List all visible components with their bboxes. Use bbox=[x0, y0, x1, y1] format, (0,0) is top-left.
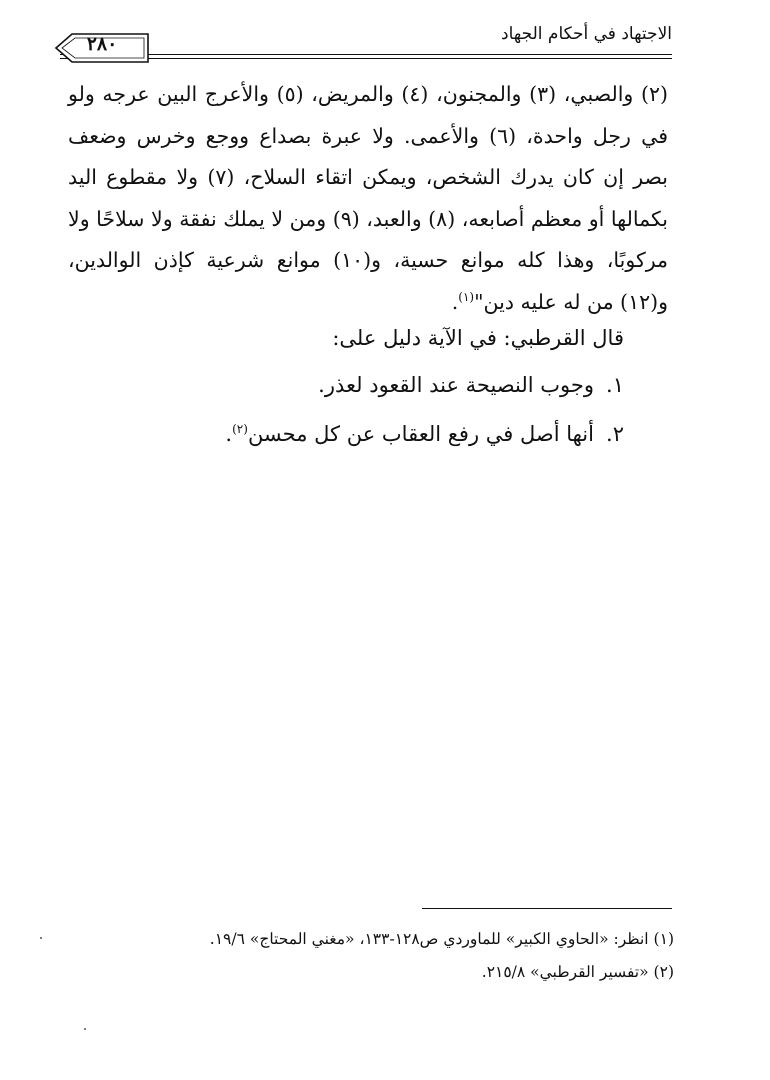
footnote bbox=[482, 963, 674, 981]
list-item-text: أنها أصل في رفع العقاب عن كل محسن bbox=[247, 422, 594, 446]
list-item bbox=[225, 422, 624, 446]
list-item-text: وجوب النصيحة عند القعود لعذر. bbox=[318, 373, 594, 397]
footnote-separator bbox=[422, 908, 672, 909]
running-title: الاجتهاد في أحكام الجهاد bbox=[501, 24, 672, 44]
footnote-number: (١) bbox=[653, 930, 674, 948]
footnote-ref-2[interactable]: (٢) bbox=[232, 422, 248, 436]
page-number-badge bbox=[52, 28, 152, 68]
quote-intro: قال القرطبي: في الآية دليل على: bbox=[332, 326, 624, 350]
footnote bbox=[210, 930, 674, 948]
main-paragraph: (٢) والصبي، (٣) والمجنون، (٤) والمريض، (٥) والأعرج البين عرجه ولو في رجل واحدة، (٦) والأعمى. ولا عبرة بصداع ووجع وخرس وضعف بصر إن كان يدرك الشخص، ويمكن اتقاء السلاح، (٧) ولا مقطوع اليد بكمالها أو معظم أصابعه، (٨) والعبد، (٩) ومن لا يملك نفقة ولا سلاحًا ولا مركوبًا، وهذا كله موانع حسية، و(١٠) موانع شرعية كإذن الوالدين، و(١٢) من له عليه دين"$^{(١)}$. bbox=[68, 82, 668, 314]
footnote-text: انظر: «الحاوي الكبير» للماوردي ص١٢٨-١٣٣، «مغني المحتاج» ١٩/٦. bbox=[209, 930, 649, 948]
list-item-number: ١. bbox=[606, 373, 624, 397]
list-item bbox=[318, 373, 624, 397]
footnote-number: (٢) bbox=[653, 963, 674, 981]
list-item-number: ٢. bbox=[606, 422, 624, 446]
page-number: ٢٨٠ bbox=[86, 33, 118, 55]
scan-speck bbox=[84, 1028, 86, 1030]
scan-speck bbox=[40, 937, 42, 939]
list-item-tail: . bbox=[225, 422, 233, 446]
paragraph-text: (٢) والصبي، (٣) والمجنون، (٤) والمريض، (٥) والأعرج البين عرجه ولو في رجل واحدة، (٦) والأعمى. ولا عبرة بصداع ووجع وخرس وضعف بصر إن كان يدرك الشخص، ويمكن اتقاء السلاح، (٧) ولا مقطوع اليد بكمالها أو معظم أصابعه، (٨) والعبد، (٩) ومن لا يملك نفقة ولا سلاحًا ولا مركوبًا، وهذا كله موانع حسية، و(١٠) موانع شرعية كإذن الوالدين، و(١٢) من له عليه دين" bbox=[68, 82, 668, 314]
page-header bbox=[52, 14, 672, 66]
footnote-text: «تفسير القرطبي» ٢١٥/٨. bbox=[481, 963, 649, 981]
footnote-ref-1[interactable]: (١) bbox=[458, 289, 475, 304]
